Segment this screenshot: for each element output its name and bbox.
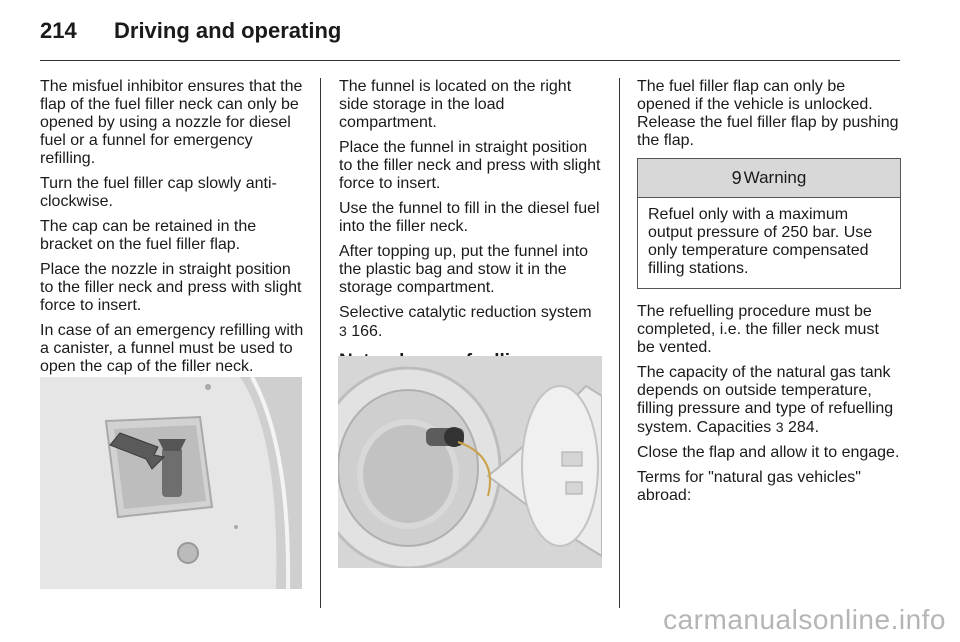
gas-filler-flap-photo — [338, 356, 602, 568]
paragraph: Place the funnel in straight position to the filler neck and press with slight force to insert. — [339, 139, 601, 192]
column-2 — [339, 78, 603, 373]
site-watermark: carmanualsonline.info — [663, 604, 946, 635]
page-reference-icon: 3 — [775, 419, 784, 435]
funnel-storage-photo — [40, 377, 302, 589]
paragraph: In case of an emergency refilling with a canister, a funnel must be used to open the cap of the filler neck. — [40, 322, 304, 375]
paragraph: The funnel is located on the right side storage in the load compartment. — [339, 78, 572, 131]
paragraph: After topping up, put the funnel into the plastic bag and stow it in the storage compartment. — [339, 243, 589, 296]
paragraph: Terms for "natural gas vehicles" abroad: — [637, 469, 861, 504]
warning-body: Refuel only with a maximum output pressure of 250 bar. Use only temperature compensated filling stations. — [648, 206, 873, 277]
paragraph: The refuelling procedure must be completed, i.e. the filler neck must be vented. — [637, 303, 879, 356]
page-header — [40, 18, 900, 48]
warning-triangle-icon: 9 — [731, 168, 742, 188]
paragraph-text: The capacity of the natural gas tank depends on outside temperature, filling pressure and type of refuelling system. Capacities — [637, 364, 894, 436]
paragraph: Close the flap and allow it to engage. — [637, 444, 900, 461]
column-divider-2 — [619, 78, 620, 608]
warning-box — [637, 158, 901, 289]
paragraph: Use the funnel to fill in the diesel fuel into the filler neck. — [339, 200, 600, 235]
column-3 — [637, 78, 901, 512]
header-rule — [40, 60, 900, 61]
section-title: Driving and operating — [114, 18, 342, 43]
paragraph: The fuel filler flap can only be opened if the vehicle is unlocked. Release the fuel filler flap by pushing the flap. — [637, 78, 899, 149]
paragraph: The cap can be retained in the bracket on the fuel filler flap. — [40, 218, 257, 253]
page-number: 214 — [40, 18, 77, 43]
column-1 — [40, 78, 304, 383]
paragraph: The misfuel inhibitor ensures that the flap of the fuel filler neck can only be opened by using a nozzle for diesel fuel or a funnel for emergency refilling. — [40, 78, 303, 167]
paragraph — [339, 304, 603, 341]
paragraph — [637, 364, 901, 437]
page-reference-icon: 3 — [339, 323, 347, 339]
warning-header — [638, 159, 900, 198]
paragraph: Place the nozzle in straight position to the filler neck and press with slight force to insert. — [40, 261, 302, 314]
page-reference: 166. — [351, 323, 383, 340]
column-divider-1 — [320, 78, 321, 608]
warning-title: Warning — [743, 168, 807, 187]
paragraph: Turn the fuel filler cap slowly anti-clockwise. — [40, 175, 277, 210]
paragraph-text: Selective catalytic reduction system — [339, 304, 592, 321]
page-reference: 284. — [787, 419, 820, 436]
